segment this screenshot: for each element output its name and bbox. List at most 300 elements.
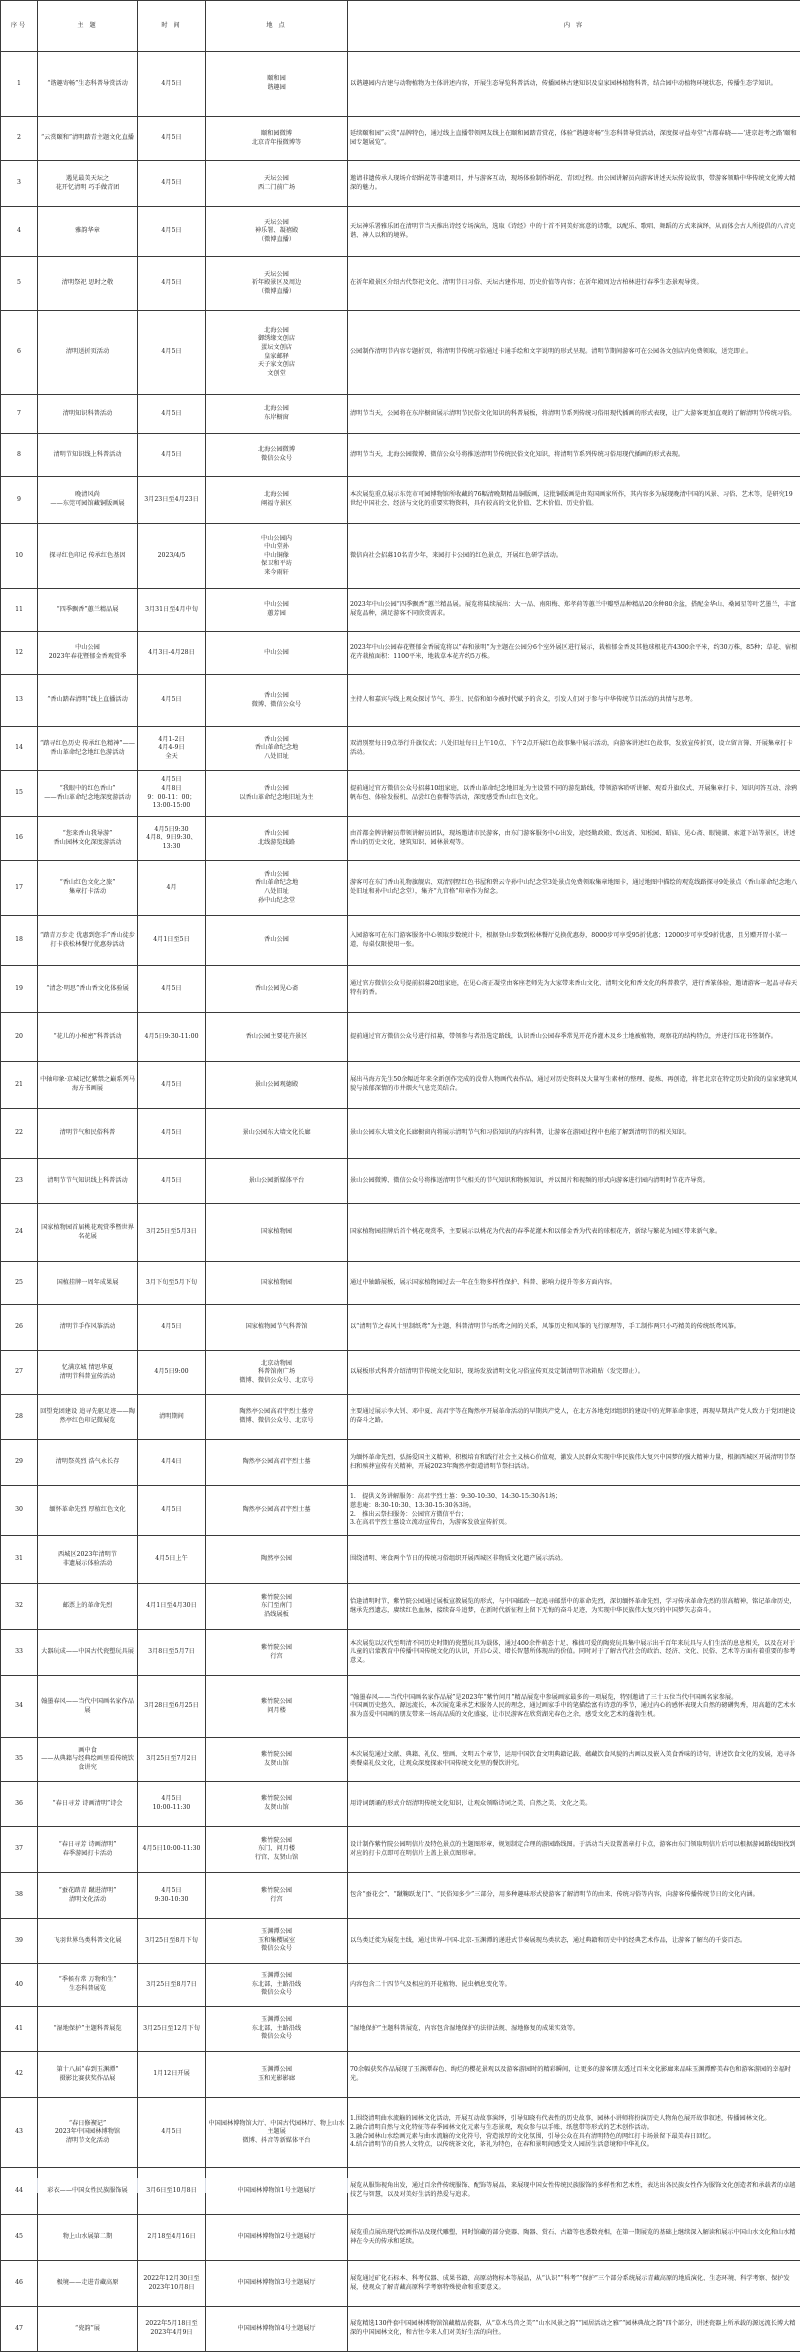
cell-content bbox=[348, 1159, 800, 1204]
cell-theme bbox=[38, 207, 138, 257]
table-row bbox=[1, 727, 800, 771]
cell-place-line: 陶然亭公园高君宇烈士墓 bbox=[208, 1506, 345, 1515]
cell-place-line: 中国园林博物馆2号主题展厅 bbox=[208, 2233, 345, 2242]
cell-place-line: 紫竹院公园 bbox=[208, 1698, 345, 1707]
cell-place-line: 香山公园见心斋 bbox=[208, 985, 345, 994]
cell-no: 16 bbox=[1, 817, 38, 861]
cell-theme bbox=[38, 727, 138, 771]
table-row bbox=[1, 2007, 800, 2052]
cell-theme-line: 西城区2023年清明节 bbox=[40, 1551, 135, 1560]
cell-place bbox=[206, 1062, 348, 1109]
cell-place bbox=[206, 1964, 348, 2007]
cell-time bbox=[138, 1013, 206, 1062]
cell-no: 20 bbox=[1, 1013, 38, 1062]
cell-place-line: 八处旧址 bbox=[208, 753, 345, 762]
cell-theme-line: 彩衣——中国女性民族服饰展 bbox=[40, 2187, 135, 2196]
cell-place-line: 香山公园主要花卉景区 bbox=[208, 1033, 345, 1042]
cell-content bbox=[348, 311, 800, 395]
cell-theme-line: ——东莞可园馆藏铜版画展 bbox=[40, 500, 135, 509]
cell-place bbox=[206, 1351, 348, 1395]
cell-time bbox=[138, 52, 206, 117]
cell-no: 2 bbox=[1, 117, 38, 161]
cell-no: 28 bbox=[1, 1395, 38, 1440]
cell-content bbox=[348, 257, 800, 311]
cell-theme-line: ——从典籍与经典绘画里看传统饮食讲究 bbox=[40, 1755, 135, 1772]
cell-time-line: 9:30-10:30 bbox=[140, 1896, 203, 1905]
cell-content-line: 游客可在东门香山礼物旗舰店、双清别墅红色书屋和碧云寺孙中山纪念堂3处景点免费领取集章地图卡，通过地图中描绘的观览线路探寻9处景点（香山革命纪念地八处旧址和孙中山纪念堂），集齐“九宫格”印章作为留念。 bbox=[350, 879, 798, 896]
table-row bbox=[1, 161, 800, 207]
cell-place-line: 以香山革命纪念地旧址为主 bbox=[208, 794, 345, 803]
cell-content bbox=[348, 1351, 800, 1395]
cell-theme-line: “湿地保护”主题科普展览 bbox=[40, 2025, 135, 2034]
table-row bbox=[1, 966, 800, 1013]
cell-time bbox=[138, 861, 206, 916]
cell-content-line: 以谐趣园内古建与动物植物为主体讲述内容，开展生态导览科普活动，传播园林古建知识及皇家园林植物科普，结合园中动植物环境状态，传播生态学知识。 bbox=[350, 80, 798, 89]
cell-time bbox=[138, 434, 206, 477]
cell-content bbox=[348, 2261, 800, 2307]
cell-place-line: 国家植物园节气科普馆 bbox=[208, 1323, 345, 1332]
cell-content-line: 设计制作紫竹院公园明信片及特色景点的主题图形章，规划制定合理的游园路线图。于活动当天设置盖章打卡点，游客由东门领取明信片后可以根据游园路线图找到对应的打卡点即可在明信片上盖上景点图形章。 bbox=[350, 1841, 798, 1858]
cell-theme-line: 清明送折页活动 bbox=[40, 348, 135, 357]
cell-time-line: 13:30 bbox=[140, 843, 203, 852]
cell-time-line: 全天 bbox=[140, 753, 203, 762]
cell-content-line: 延续颐和园“云赏”品牌特色，通过线上直播带领网友线上在颐和园踏青赏花，体验“谐趣寄畅”生态科普导赏活动，深度探寻益寿堂“古都春晓——‘进京赶考之路’颐和园专题展览”。 bbox=[350, 130, 798, 147]
cell-time-line: 4月5日 bbox=[140, 1323, 203, 1332]
cell-content-line: 2.融合清明自然与文化特征等春季园林文化元素与生态景观，观众参与以手账、纸毯带等形式的艺术创作活动。 bbox=[350, 2124, 798, 2133]
cell-theme-line: 雅韵华章 bbox=[40, 227, 135, 236]
table-row bbox=[1, 675, 800, 727]
cell-no: 25 bbox=[1, 1262, 38, 1305]
cell-place-line: 香山公园 bbox=[208, 736, 345, 745]
cell-no: 13 bbox=[1, 675, 38, 727]
cell-no: 33 bbox=[1, 1630, 38, 1676]
cell-place-line: 紫竹院公园 bbox=[208, 1887, 345, 1896]
cell-time-line: 4月1日至5日 bbox=[140, 936, 203, 945]
cell-place bbox=[206, 771, 348, 817]
cell-place-line: 玉和集樱展室 bbox=[208, 1937, 345, 1946]
cell-time-line: 3月下旬至5月下旬 bbox=[140, 1279, 203, 1288]
table-row bbox=[1, 477, 800, 524]
cell-place-line: 北海公园 bbox=[208, 327, 345, 336]
table-row bbox=[1, 311, 800, 395]
cell-time bbox=[138, 2052, 206, 2098]
cell-content bbox=[348, 1395, 800, 1440]
cell-place bbox=[206, 2052, 348, 2098]
cell-place-line: 紫竹院公园 bbox=[208, 1751, 345, 1760]
cell-content-line: 展览重点展出现代绘画作品及现代雕塑，同时馆藏的部分瓷器、陶器、赏石、古籍等也悉数亮相，在第一期展览的基础上继续深入解读和展示中国山水文化和山水精神在今天的传承和延续。 bbox=[350, 2229, 798, 2246]
cell-place bbox=[206, 1305, 348, 1351]
cell-theme-line: 清明文化活动 bbox=[40, 1896, 135, 1905]
cell-time bbox=[138, 1782, 206, 1827]
cell-place-line: 沿线展板 bbox=[208, 1611, 345, 1620]
cell-content bbox=[348, 1873, 800, 1919]
cell-time-line: 4月5日10:00-11:30 bbox=[140, 1845, 203, 1854]
cell-place bbox=[206, 1782, 348, 1827]
cell-place-line: 微博、微信公众号、北京号 bbox=[208, 1377, 345, 1386]
cell-time bbox=[138, 311, 206, 395]
cell-time-line: 4月 bbox=[140, 884, 203, 893]
cell-content bbox=[348, 2052, 800, 2098]
cell-place bbox=[206, 207, 348, 257]
table-row bbox=[1, 1204, 800, 1262]
table-row bbox=[1, 1062, 800, 1109]
cell-place-line: 保卫和平坊 bbox=[208, 560, 345, 569]
cell-place bbox=[206, 395, 348, 434]
cell-place bbox=[206, 2098, 348, 2168]
cell-place-line: 紫竹院公园 bbox=[208, 1795, 345, 1804]
table-row bbox=[1, 1486, 800, 1536]
cell-time bbox=[138, 161, 206, 207]
cell-theme-line: 探寻红色印记 传承红色基因 bbox=[40, 552, 135, 561]
cell-place-line: 友贤山馆 bbox=[208, 1804, 345, 1813]
table-header-row bbox=[1, 1, 800, 52]
cell-content-line: 以展板形式科普介绍清明节传统文化知识，现场发放清明文化习俗宣传页及定制清明节冰箱贴（发完即止）。 bbox=[350, 1368, 798, 1377]
cell-time-line: 3月28日至6月25日 bbox=[140, 1702, 203, 1711]
cell-place bbox=[206, 1584, 348, 1630]
cell-content-line: 内容包含二十四节气及相应的开花植物、昆虫栖息变化等。 bbox=[350, 1981, 798, 1990]
cell-content-line: 展览精选130件套中国园林博物馆馆藏精品瓷器，从“草木鸟兽之美”“山水风景之韵”“园居活动之雅”“园林典故之韵”四个部分，讲述瓷器上所承载的源远流长博大精深的中国园林文化，和古往今来人们对美好生活的向往。 bbox=[350, 2320, 798, 2337]
cell-content-line: 以鸟类迁徙为展览主线，通过世界-中国-北京-玉渊潭的递进式节奏展现鸟类状态，通过典籍和历史中的经典艺术作品，让游客了解鸟的千姿百态。 bbox=[350, 1937, 798, 1946]
cell-time-line: 4月5日 bbox=[140, 985, 203, 994]
cell-place-line: 颐和园 bbox=[208, 75, 345, 84]
cell-theme-line: 晚清风尚 bbox=[40, 491, 135, 500]
cell-content bbox=[348, 434, 800, 477]
table-row bbox=[1, 1919, 800, 1964]
cell-theme-line: 飞羽世界鸟类科普文化展 bbox=[40, 1937, 135, 1946]
table-row bbox=[1, 632, 800, 675]
cell-content-line: 2023年中山公园“四季飘香”蕙兰精品展。展览将陆续展出：大一品、南阳梅、郑孝荷等蕙兰中瓣型品种精品20余种80余盆，搭配金华山、桑园星等叶艺墨兰，丰富展览品种，满足游客不同欣赏需求。 bbox=[350, 601, 798, 618]
cell-time bbox=[138, 632, 206, 675]
cell-time-line: 4月1日至4月30日 bbox=[140, 1602, 203, 1611]
cell-time-line: 2022年12月30日至 bbox=[140, 2275, 203, 2284]
cell-no: 32 bbox=[1, 1584, 38, 1630]
cell-place bbox=[206, 1109, 348, 1159]
cell-theme-line: 大器玩成——中国古代瓷塑玩具展 bbox=[40, 1648, 135, 1657]
cell-no: 21 bbox=[1, 1062, 38, 1109]
cell-no: 1 bbox=[1, 52, 38, 117]
cell-place-line: 中山公园 bbox=[208, 601, 345, 610]
cell-content bbox=[348, 2215, 800, 2261]
cell-theme bbox=[38, 2052, 138, 2098]
gridline bbox=[347, 2178, 348, 2193]
cell-place-line: 陶然亭公园 bbox=[208, 1555, 345, 1564]
cell-content bbox=[348, 1013, 800, 1062]
cell-content-line: 清明节当天，公园将在东岸橱窗展示清明节民俗文化知识的科普展板，将清明节系列传统习俗用现代插画的形式表现，让广大游客更加直观的了解清明节传统习俗。 bbox=[350, 410, 798, 419]
table-row bbox=[1, 1630, 800, 1676]
cell-no: 41 bbox=[1, 2007, 38, 2052]
cell-time bbox=[138, 1964, 206, 2007]
table-row bbox=[1, 1305, 800, 1351]
table-row bbox=[1, 861, 800, 916]
cell-place-line: 北海公园 bbox=[208, 405, 345, 414]
cell-time bbox=[138, 2215, 206, 2261]
cell-time-line: 4月5日 bbox=[140, 1129, 203, 1138]
cell-content bbox=[348, 1827, 800, 1873]
cell-time bbox=[138, 916, 206, 966]
table-row bbox=[1, 1262, 800, 1305]
cell-no: 47 bbox=[1, 2307, 38, 2352]
cell-place-line: 中国园林博物馆1号主题展厅 bbox=[208, 2187, 345, 2196]
cell-time-line: 3月6日至10月8日 bbox=[140, 2187, 203, 2196]
cell-theme-line: 生态科普展览 bbox=[40, 1985, 135, 1994]
cell-theme-line: “季候有常 万物和生” bbox=[40, 1976, 135, 1985]
cell-theme bbox=[38, 589, 138, 632]
cell-place-line: 行宫 bbox=[208, 1653, 345, 1662]
cell-place-line: 蕙芳园 bbox=[208, 610, 345, 619]
cell-content-line: 入园游客可在东门游客服务中心领取步数统计卡，根据登山步数到松林餐厅兑换优惠券，8000步可享受95折优惠；12000步可享受9折优惠，且另赠开胃小菜一道，每桌仅限使用一张。 bbox=[350, 932, 798, 949]
cell-time bbox=[138, 1738, 206, 1782]
cell-place bbox=[206, 916, 348, 966]
cell-place-line: 东北部，主路沿线 bbox=[208, 2025, 345, 2034]
table-row bbox=[1, 2261, 800, 2307]
cell-place-line: 阐福寺景区 bbox=[208, 500, 345, 509]
gridline bbox=[137, 2178, 138, 2193]
cell-place-line: 国家植物园 bbox=[208, 1228, 345, 1237]
cell-time-line: 4月8、9日9:30、 bbox=[140, 834, 203, 843]
cell-time bbox=[138, 2007, 206, 2052]
cell-time-line: 3月25日至5月3日 bbox=[140, 1228, 203, 1237]
cell-content bbox=[348, 1738, 800, 1782]
cell-no: 8 bbox=[1, 434, 38, 477]
cell-time-line: 4月5日 bbox=[140, 1081, 203, 1090]
cell-no: 27 bbox=[1, 1351, 38, 1395]
cell-content bbox=[348, 771, 800, 817]
table-row bbox=[1, 589, 800, 632]
cell-no: 44 bbox=[1, 2168, 38, 2215]
cell-no: 38 bbox=[1, 1873, 38, 1919]
table-row bbox=[1, 1159, 800, 1204]
cell-time bbox=[138, 727, 206, 771]
cell-content bbox=[348, 52, 800, 117]
cell-content bbox=[348, 861, 800, 916]
cell-content bbox=[348, 1964, 800, 2007]
cell-place-line: 北海公园 bbox=[208, 491, 345, 500]
cell-theme-line: “踏青万步走 优惠到您手”香山徒步打卡获松林餐厅优惠券活动 bbox=[40, 932, 135, 949]
cell-time bbox=[138, 257, 206, 311]
cell-theme-line: “踏寻红色历史 传承红色精神”——香山革命纪念地红色游活动 bbox=[40, 740, 135, 757]
cell-place-line: 香山公园 bbox=[208, 936, 345, 945]
cell-place bbox=[206, 1919, 348, 1964]
cell-content bbox=[348, 675, 800, 727]
cell-no: 22 bbox=[1, 1109, 38, 1159]
cell-place-line: 孙中山纪念堂 bbox=[208, 897, 345, 906]
cell-place-line: 来今雨轩 bbox=[208, 569, 345, 578]
cell-no: 17 bbox=[1, 861, 38, 916]
cell-place-line: 景山公园新媒体平台 bbox=[208, 1177, 345, 1186]
cell-theme bbox=[38, 117, 138, 161]
cell-content-line: 提前通过官方微信公众号进行招募，带领参与者沿选定路线，认识香山公园春季常见开花乔灌木及乡土地被植物，观察花的结构特点，并进行压花书签制作。 bbox=[350, 1033, 798, 1042]
cell-content bbox=[348, 1919, 800, 1964]
cell-place-line: 微博、微信公众号、北京号 bbox=[208, 1417, 345, 1426]
cell-theme bbox=[38, 1351, 138, 1395]
cell-theme-line: “四季飘香”蕙兰精品展 bbox=[40, 606, 135, 615]
cell-theme bbox=[38, 2007, 138, 2052]
cell-theme bbox=[38, 434, 138, 477]
cell-theme bbox=[38, 916, 138, 966]
cell-time bbox=[138, 1630, 206, 1676]
cell-content bbox=[348, 117, 800, 161]
cell-theme-line: 清明节知识线上科普活动 bbox=[40, 451, 135, 460]
cell-time bbox=[138, 1262, 206, 1305]
table-row bbox=[1, 52, 800, 117]
cell-content-line: 天坛神乐署雅乐团在清明节当天推出诗经专场演出，选取《诗经》中的十首不同美好寓意的诗歌，以配乐、歌唱、舞蹈的方式来演绎，从而体会古人所提倡的八音克谐、神人以和的境界。 bbox=[350, 223, 798, 240]
cell-theme-line: “瓷韵”展 bbox=[40, 2325, 135, 2334]
cell-content-line: “湿地保护”主题科普展览，内容包含湿地保护的法律法规、湿地修复的成果实效等。 bbox=[350, 2025, 798, 2034]
cell-time-line: 3月31日至4月中旬 bbox=[140, 606, 203, 615]
cell-theme-line: 香山园林文化深度游活动 bbox=[40, 839, 135, 848]
cell-place-line: 玉渊潭公园 bbox=[208, 2066, 345, 2075]
cell-time bbox=[138, 1440, 206, 1486]
cell-time-line: 4月3日-4月28日 bbox=[140, 649, 203, 658]
cell-place-line: 友贤山馆 bbox=[208, 1760, 345, 1769]
cell-theme-line: “香山红色文化之旅” bbox=[40, 879, 135, 888]
cell-theme-line: “云赏颐和”清明踏青主题文化直播 bbox=[40, 134, 135, 143]
cell-place-line: 紫竹院公园 bbox=[208, 1594, 345, 1603]
cell-theme bbox=[38, 2307, 138, 2352]
cell-theme bbox=[38, 2215, 138, 2261]
cell-content-line: 包含“蚕花会”、“蹴鞠跃龙门”、“民俗知多少”三部分，用多种趣味形式使游客了解清明节的由来、传统习俗等内容，向游客传播传统节日的文化内涵。 bbox=[350, 1891, 798, 1900]
header-content: 内 容 bbox=[348, 1, 800, 52]
cell-theme bbox=[38, 1873, 138, 1919]
cell-place bbox=[206, 861, 348, 916]
cell-no: 45 bbox=[1, 2215, 38, 2261]
cell-time-line: 3月23日至4月23日 bbox=[140, 496, 203, 505]
header-place: 地 点 bbox=[206, 1, 348, 52]
cell-content bbox=[348, 1536, 800, 1584]
cell-place-line: 香山公园 bbox=[208, 785, 345, 794]
cell-time-line: 4月5日 bbox=[140, 134, 203, 143]
cell-content-line: 主持人和嘉宾与线上观众探讨节气、养生、民俗和如今被时代赋予的含义，引发人们对于参与中华传统节目活动的共情与思考。 bbox=[350, 696, 798, 705]
cell-place bbox=[206, 2215, 348, 2261]
cell-time bbox=[138, 1159, 206, 1204]
cell-time-line: 4月5日 bbox=[140, 2128, 203, 2137]
cell-no: 10 bbox=[1, 524, 38, 589]
cell-time-line: 4月5日 bbox=[140, 451, 203, 460]
cell-content-line: 围绕清明、寒食两个节日的传统习俗组织开展西城区非物质文化遗产展示活动。 bbox=[350, 1555, 798, 1564]
cell-content-line: 70余幅获奖作品展现了玉渊潭春色、绚烂的樱花景观以及游客游园时的精彩瞬间，让更多的游客朋友透过百米文化影廊来品味玉渊潭醉美春色和游客游园的幸福时光。 bbox=[350, 2066, 798, 2083]
cell-place bbox=[206, 1159, 348, 1204]
cell-content-line: 国家植物园挂牌后首个桃花观赏季，主要展示以桃花为代表的春季花灌木和以郁金香为代表的球根花卉，新绿与繁花为园区带来新气象。 bbox=[350, 1228, 798, 1237]
cell-content bbox=[348, 1440, 800, 1486]
cell-time-line: 4月5日 bbox=[140, 776, 203, 785]
table-body bbox=[1, 52, 800, 2352]
cell-time-line: 4月1-2日 bbox=[140, 736, 203, 745]
cell-theme-line: 第十八届“春到玉渊潭” bbox=[40, 2066, 135, 2075]
cell-place bbox=[206, 311, 348, 395]
cell-theme bbox=[38, 1964, 138, 2007]
cell-theme bbox=[38, 632, 138, 675]
table-row bbox=[1, 1676, 800, 1738]
cell-theme-line: 2023年中国园林博物馆 bbox=[40, 2128, 135, 2137]
cell-place bbox=[206, 434, 348, 477]
header-theme: 主 题 bbox=[38, 1, 138, 52]
cell-no: 42 bbox=[1, 2052, 38, 2098]
cell-no: 12 bbox=[1, 632, 38, 675]
cell-theme-line: 画中食 bbox=[40, 1747, 135, 1756]
cell-place bbox=[206, 1630, 348, 1676]
cell-time-line: 3月8日至5月7日 bbox=[140, 1648, 203, 1657]
cell-content-line: 邀请非遗传承人现场介绍绢花等非遗项目，并与游客互动，现场体验制作绢花、青团过程。由公园讲解员向游客讲述天坛传说故事，带游客领略中华传统文化博大精深的魅力。 bbox=[350, 175, 798, 192]
cell-theme-line: 清明节气和民俗科普 bbox=[40, 1129, 135, 1138]
cell-theme bbox=[38, 161, 138, 207]
cell-theme-line: 清明节手作风筝活动 bbox=[40, 1323, 135, 1332]
cell-place-line: 祈年殿景区及周边 bbox=[208, 279, 345, 288]
cell-time-line: 4月5日上午 bbox=[140, 1555, 203, 1564]
cell-time bbox=[138, 1109, 206, 1159]
cell-time bbox=[138, 817, 206, 861]
cell-theme-line: 物上山水展第二期 bbox=[40, 2233, 135, 2242]
table-row bbox=[1, 2052, 800, 2098]
cell-no: 31 bbox=[1, 1536, 38, 1584]
cell-theme-line: 中轴印象·京城记忆紫禁之巅系列马海方书画展 bbox=[40, 1076, 135, 1093]
cell-time-line: 4月5日 bbox=[140, 227, 203, 236]
cell-time bbox=[138, 1062, 206, 1109]
cell-place-line: 陶然亭公园高君宇烈士墓 bbox=[208, 1458, 345, 1467]
table-row bbox=[1, 1395, 800, 1440]
cell-place bbox=[206, 1395, 348, 1440]
cell-content-line: 3.融合园林山水绘画元素与曲水流觞的文化符号，营造浓厚的文化氛围，引导公众在具有清明特色的网红打卡场景留下最美春日回忆。 bbox=[350, 2133, 798, 2142]
cell-content-line: 1. 提供义务讲解服务：高君宇烈士墓：9:30-10:30、14:30-15:30各1场； bbox=[350, 1493, 798, 1502]
cell-theme-line: “谐趣寄畅”生态科普导赏活动 bbox=[40, 80, 135, 89]
cell-time bbox=[138, 1676, 206, 1738]
cell-place-line: 东门、问月楼 bbox=[208, 1845, 345, 1854]
cell-theme-line: 春季游园打卡活动 bbox=[40, 1850, 135, 1859]
cell-theme bbox=[38, 771, 138, 817]
cell-no: 40 bbox=[1, 1964, 38, 2007]
cell-theme bbox=[38, 1262, 138, 1305]
cell-place bbox=[206, 1440, 348, 1486]
cell-place-line: 中山公园 bbox=[208, 649, 345, 658]
cell-theme bbox=[38, 1919, 138, 1964]
cell-content-line: 双清别墅每日9点举行升旗仪式；八处旧址每日上午10点、下午2点开展红色故事集中展示活动，向游客讲述红色故事，发放宣传折页，设立留言簿、开展集章打卡活动。 bbox=[350, 740, 798, 757]
cell-time bbox=[138, 1584, 206, 1630]
cell-content bbox=[348, 1630, 800, 1676]
cell-time-line: 13:00-15:00 bbox=[140, 802, 203, 811]
cell-place bbox=[206, 1676, 348, 1738]
cell-content-line: 本次展览重点展示东莞市可园博物馆所收藏的76幅清晚期精品铜版画，这批铜版画是由英国画家所作，其内容多为展现晚清中国的风景、习俗、艺术等，是研究19世纪中国社会、经济与文化的重要实物资料，具有较高的文化价值、艺术价值、历史价值。 bbox=[350, 491, 798, 508]
cell-place-line: 微信公众号 bbox=[208, 1945, 345, 1954]
table-row bbox=[1, 1351, 800, 1395]
cell-time bbox=[138, 1919, 206, 1964]
cell-place-line: 蛋坛文创店 bbox=[208, 344, 345, 353]
cell-theme-line: 国家植物园首届桃花观赏季暨世界名花展 bbox=[40, 1224, 135, 1241]
cell-theme-line: 清明知识科普活动 bbox=[40, 410, 135, 419]
cell-place-line: 景山公园东大墙文化长廊 bbox=[208, 1129, 345, 1138]
cell-time-line: 3月25日至12月下旬 bbox=[140, 2025, 203, 2034]
cell-time bbox=[138, 675, 206, 727]
table-row bbox=[1, 1584, 800, 1630]
cell-theme-line: 回望党团建设 追寻先驱足迹——陶然亭红色印记微展览 bbox=[40, 1408, 135, 1425]
header-no: 序号 bbox=[1, 1, 38, 52]
cell-place-line: 中山公园内 bbox=[208, 535, 345, 544]
table-row bbox=[1, 1013, 800, 1062]
cell-theme-line: 清明节科普宣传活动 bbox=[40, 1373, 135, 1382]
cell-content bbox=[348, 589, 800, 632]
cell-place-line: 八处旧址 bbox=[208, 888, 345, 897]
cell-place-line: 天坛公园 bbox=[208, 271, 345, 280]
table-row bbox=[1, 1964, 800, 2007]
cell-place-line: （微博直播） bbox=[208, 236, 345, 245]
table-row bbox=[1, 257, 800, 311]
cell-no: 43 bbox=[1, 2098, 38, 2168]
cell-time bbox=[138, 1827, 206, 1873]
cell-content-line: 通过中轴路展板，展示国家植物园过去一年在生物多样性保护、科普、影响力提升等多方面内容。 bbox=[350, 1279, 798, 1288]
cell-place-line: 微博、抖音等新媒体平台 bbox=[208, 2137, 345, 2146]
cell-time bbox=[138, 1351, 206, 1395]
cell-time-line: 4月5日 bbox=[140, 279, 203, 288]
cell-time-line: 2023年10月8日 bbox=[140, 2284, 203, 2293]
table-row bbox=[1, 395, 800, 434]
